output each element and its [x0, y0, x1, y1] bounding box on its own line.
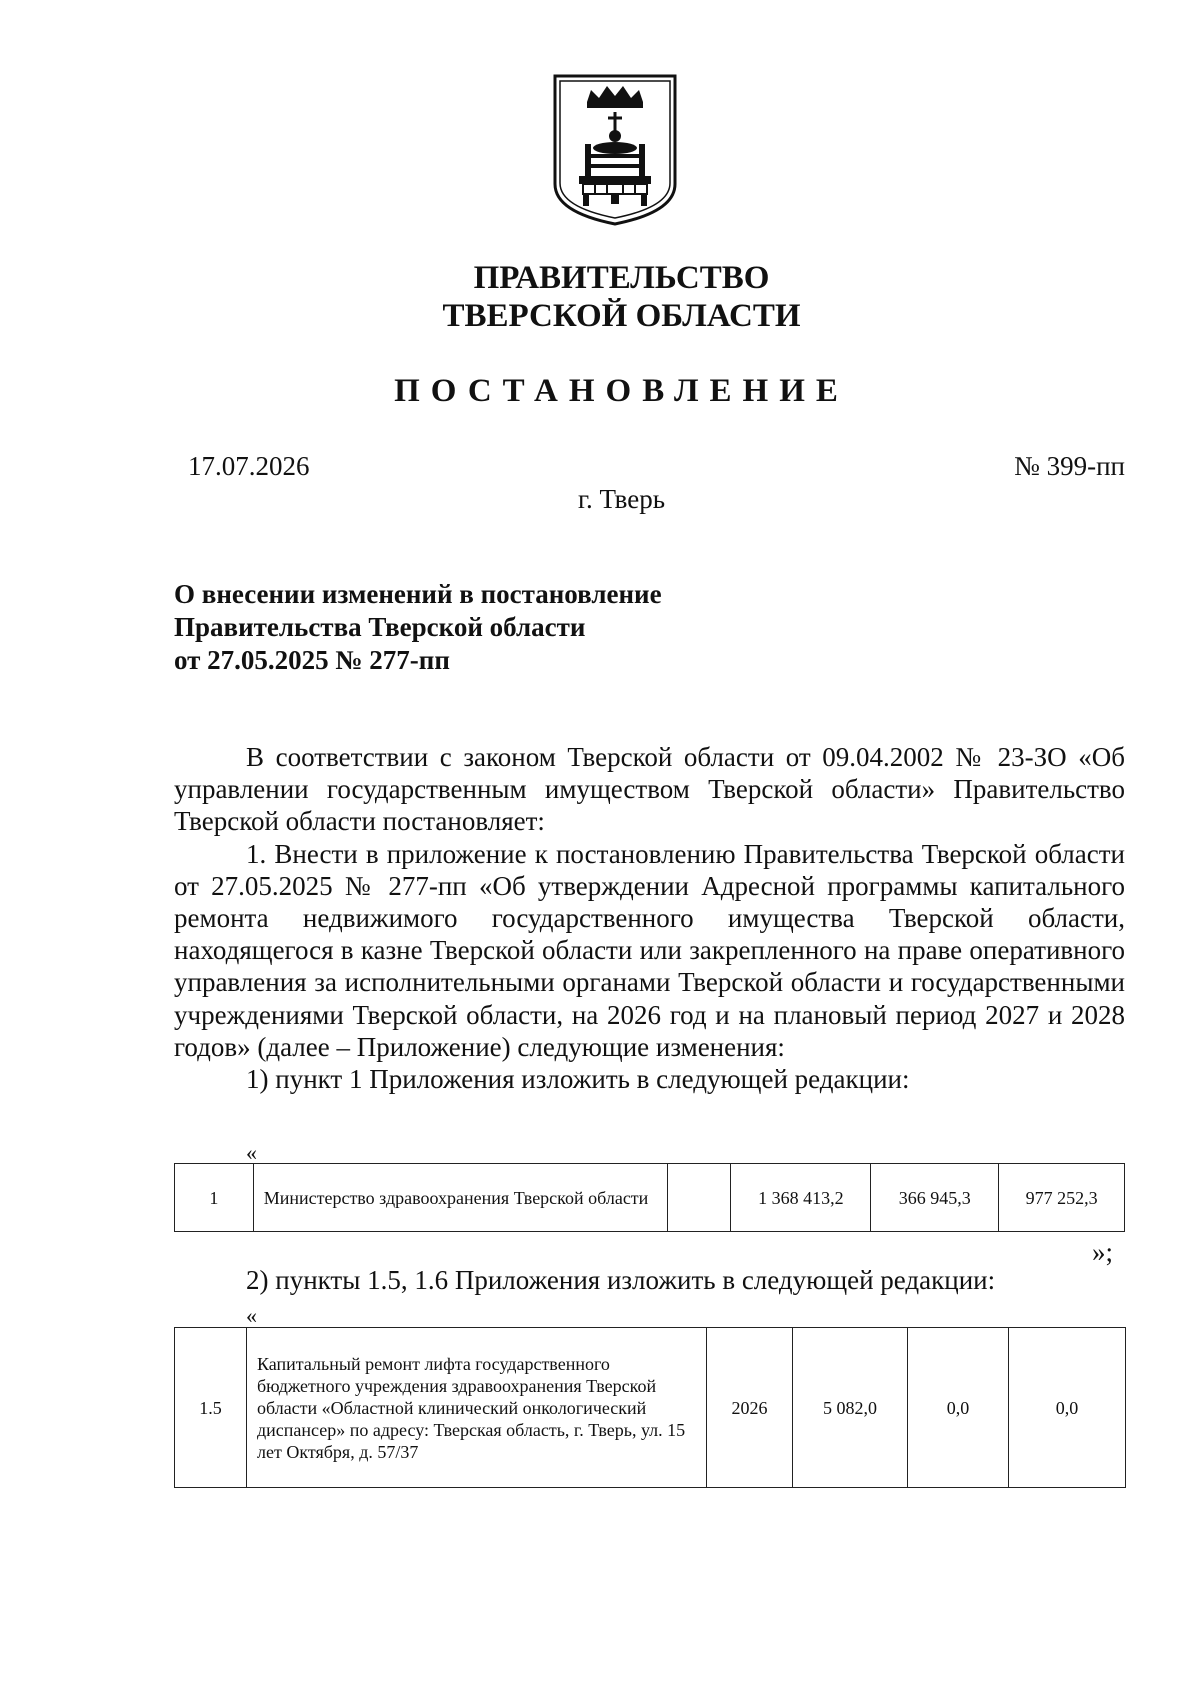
subject-line-1: О внесении изменений в постановление	[174, 579, 662, 609]
document-body-continued	[174, 1264, 1125, 1296]
row-number: 1	[175, 1164, 254, 1232]
row-value-2028: 0,0	[1009, 1328, 1126, 1488]
row-year	[668, 1164, 731, 1232]
amendment-table-2	[174, 1327, 1126, 1488]
government-title-line2: ТВЕРСКОЙ ОБЛАСТИ	[442, 298, 801, 334]
subject-line-3: от 27.05.2025 № 277-пп	[174, 645, 450, 675]
row-value-2026: 1 368 413,2	[731, 1164, 871, 1232]
row-name: Капитальный ремонт лифта государственного бюджетного учреждения здравоохранения Тверской области «Областной клинический онкологический диспансер» по адресу: Тверская область, г. Тверь, ул. 15 лет Октября, д. 57/37	[247, 1328, 707, 1488]
row-value-2026: 5 082,0	[793, 1328, 908, 1488]
subclause-1-paragraph: 1) пункт 1 Приложения изложить в следующей редакции:	[246, 1064, 910, 1095]
quote-open-2: «	[246, 1303, 257, 1328]
quote-open-1: «	[246, 1140, 257, 1165]
row-value-2028: 977 252,3	[999, 1164, 1125, 1232]
document-city: г. Тверь	[577, 484, 666, 514]
subject-line-2: Правительства Тверской области	[174, 612, 586, 642]
document-number: № 399-пп	[1014, 451, 1125, 481]
document-date: 17.07.2026	[188, 451, 310, 481]
tver-coat-of-arms-icon	[551, 72, 679, 228]
row-value-2027: 0,0	[908, 1328, 1009, 1488]
row-value-2027: 366 945,3	[871, 1164, 999, 1232]
row-year: 2026	[707, 1328, 793, 1488]
document-subject	[174, 578, 874, 677]
row-name: Министерство здравоохранения Тверской области	[253, 1164, 667, 1232]
table-row	[175, 1164, 1125, 1232]
table-row	[175, 1328, 1126, 1488]
amendment-table-1	[174, 1163, 1125, 1232]
government-title-line1: ПРАВИТЕЛЬСТВО	[473, 260, 770, 296]
row-number: 1.5	[175, 1328, 247, 1488]
document-body	[174, 741, 1125, 1095]
clause-1-paragraph: 1. Внести в приложение к постановлению Правительства Тверской области от 27.05.2025 № 277-пп «Об утверждении Адресной программы капитального ремонта недвижимого государственного имущества Тверской области, находящегося в казне Тверской области или закрепленного на праве оперативного управления за исполнительными органами Тверской области и государственными учреждениями Тверской области, на 2026 год и на плановый период 2027 и 2028 годов» (далее – Приложение) следующие изменения:	[174, 838, 1125, 1062]
subclause-2-paragraph: 2) пункты 1.5, 1.6 Приложения изложить в следующей редакции:	[246, 1265, 996, 1295]
preamble-paragraph: В соответствии с законом Тверской области от 09.04.2002 № 23-ЗО «Об управлении государственным имуществом Тверской области» Правительство Тверской области постановляет:	[174, 742, 1125, 837]
document-type: ПОСТАНОВЛЕНИЕ	[394, 373, 849, 409]
quote-close-1: »;	[1092, 1237, 1114, 1267]
